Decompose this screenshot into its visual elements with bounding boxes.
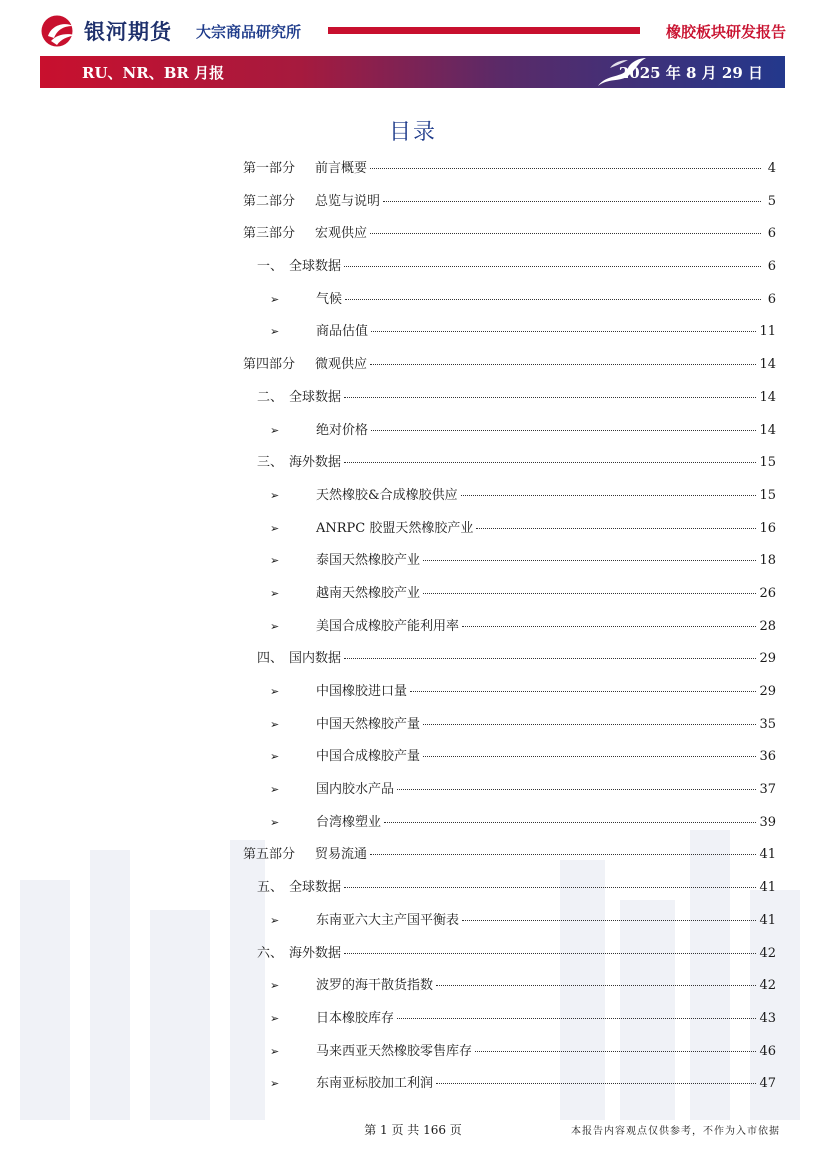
toc-entry-page: 6 (767, 291, 776, 307)
toc-entry-number: 一、 (257, 259, 284, 275)
toc-entry[interactable] (243, 386, 776, 419)
dot-leader (423, 560, 756, 561)
toc-entry-page: 35 (759, 716, 776, 732)
dot-leader (370, 233, 761, 234)
dot-leader (383, 201, 761, 202)
toc-entry-page: 46 (759, 1043, 776, 1059)
toc-entry-label: 全球数据 (289, 259, 342, 275)
dot-leader (370, 168, 761, 169)
toc-entry-label: 海外数据 (289, 455, 342, 471)
toc-entry-label: 全球数据 (289, 880, 342, 896)
institute-name: 大宗商品研究所 (196, 23, 302, 41)
bullet-arrow-icon: ➢ (270, 815, 280, 829)
dot-leader (423, 756, 756, 757)
toc-entry[interactable] (243, 974, 776, 1007)
toc-entry-label: 越南天然橡胶产业 (316, 585, 421, 601)
dot-leader (344, 266, 761, 267)
toc-entry-label: 宏观供应 (315, 226, 368, 242)
toc-entry-label: 贸易流通 (315, 847, 368, 863)
dot-leader (423, 593, 756, 594)
toc-entry[interactable] (243, 647, 776, 680)
dot-leader (344, 462, 756, 463)
bullet-arrow-icon: ➢ (270, 1044, 280, 1058)
toc-entry-page: 42 (759, 978, 776, 994)
dot-leader (461, 495, 757, 496)
toc-entry[interactable] (243, 353, 776, 386)
toc-entry[interactable] (243, 811, 776, 844)
dot-leader (476, 528, 756, 529)
toc-entry-page: 41 (759, 912, 776, 928)
toc-entry-number: 第二部分 (243, 193, 296, 209)
toc-entry[interactable] (243, 843, 776, 876)
bullet-arrow-icon: ➢ (270, 619, 280, 633)
dot-leader (436, 985, 756, 986)
bullet-arrow-icon: ➢ (270, 586, 280, 600)
toc-entry-page: 6 (767, 259, 776, 275)
toc-entry-label: 总览与说明 (315, 193, 381, 209)
toc-entry-page: 29 (759, 684, 776, 699)
dot-leader (397, 1018, 756, 1019)
toc-entry-label: 绝对价格 (316, 422, 369, 438)
bullet-arrow-icon: ➢ (270, 717, 280, 731)
table-of-contents (243, 157, 776, 1105)
toc-entry-label: 泰国天然橡胶产业 (316, 553, 421, 569)
dot-leader (462, 626, 756, 627)
dot-leader (370, 854, 756, 855)
dot-leader (423, 724, 756, 725)
toc-entry-page: 14 (759, 422, 776, 438)
toc-entry[interactable] (243, 745, 776, 778)
toc-entry-page: 41 (759, 880, 776, 896)
disclaimer: 本报告内容观点仅供参考，不作为入市依据 (571, 1126, 780, 1137)
toc-entry-number: 第五部分 (243, 847, 296, 863)
toc-entry[interactable] (243, 419, 776, 452)
dot-leader (397, 789, 756, 790)
toc-entry-page: 28 (759, 618, 776, 634)
toc-entry-number: 四、 (257, 651, 284, 667)
bullet-arrow-icon: ➢ (270, 685, 280, 698)
dot-leader (371, 331, 756, 332)
toc-entry[interactable] (243, 255, 776, 288)
toc-entry-number: 第四部分 (243, 357, 296, 373)
toc-entry-label: 商品估值 (316, 324, 369, 340)
toc-entry-number: 第三部分 (243, 226, 296, 242)
company-name: 银河期货 (84, 20, 172, 44)
toc-entry-number: 三、 (257, 455, 284, 471)
toc-entry-page: 15 (759, 487, 776, 503)
toc-entry-page: 47 (759, 1076, 776, 1092)
toc-entry-label: 国内数据 (289, 651, 342, 667)
toc-entry[interactable] (243, 876, 776, 909)
dot-leader (344, 953, 756, 954)
toc-entry[interactable] (243, 517, 776, 550)
toc-entry-page: 5 (767, 193, 776, 209)
toc-entry-page: 36 (759, 749, 776, 765)
toc-entry-label: 东南亚标胶加工利润 (316, 1076, 434, 1092)
header-divider (328, 27, 640, 34)
toc-entry-label: 微观供应 (315, 357, 368, 373)
toc-entry-label: 美国合成橡胶产能利用率 (316, 618, 460, 634)
dot-leader (371, 430, 756, 431)
toc-entry-page: 14 (759, 357, 776, 373)
toc-entry-label: 马来西亚天然橡胶零售库存 (316, 1043, 473, 1059)
toc-entry-page: 15 (759, 455, 776, 471)
toc-entry-page: 41 (759, 847, 776, 863)
toc-entry-label: 天然橡胶&合成橡胶供应 (316, 487, 458, 503)
dot-leader (344, 658, 756, 659)
toc-entry-number: 六、 (257, 945, 284, 961)
toc-entry-label: 中国橡胶进口量 (316, 684, 408, 699)
toc-entry-label: 日本橡胶库存 (316, 1010, 395, 1026)
toc-entry-label: 波罗的海干散货指数 (316, 978, 434, 994)
toc-entry-page: 37 (759, 782, 776, 798)
bullet-arrow-icon: ➢ (270, 913, 280, 927)
bullet-arrow-icon: ➢ (270, 488, 280, 502)
bullet-arrow-icon: ➢ (270, 1077, 280, 1091)
bullet-arrow-icon: ➢ (270, 750, 280, 764)
toc-entry-label: 东南亚六大主产国平衡表 (316, 912, 460, 928)
bullet-arrow-icon: ➢ (270, 979, 280, 993)
toc-entry[interactable] (243, 451, 776, 484)
report-type: 橡胶板块研发报告 (665, 23, 786, 41)
toc-entry-label: 全球数据 (289, 389, 342, 405)
bullet-arrow-icon: ➢ (270, 325, 280, 339)
toc-entry[interactable] (243, 190, 776, 223)
toc-entry-number: 第一部分 (243, 161, 296, 176)
dot-leader (462, 920, 756, 921)
bullet-arrow-icon: ➢ (270, 554, 280, 568)
toc-entry-page: 42 (759, 945, 776, 961)
toc-entry[interactable] (243, 1072, 776, 1105)
toc-entry-label: ANRPC 胶盟天然橡胶产业 (316, 520, 474, 536)
toc-entry[interactable] (243, 222, 776, 255)
toc-entry[interactable] (243, 615, 776, 648)
company-logo-icon (40, 14, 78, 48)
toc-entry[interactable] (243, 549, 776, 582)
toc-title: 目录 (388, 120, 437, 145)
toc-entry[interactable] (243, 288, 776, 321)
dot-leader (410, 691, 756, 692)
bullet-arrow-icon: ➢ (270, 783, 280, 797)
dot-leader (384, 822, 756, 823)
page-number: 第 1 页 共 166 页 (364, 1123, 462, 1137)
toc-entry-label: 台湾橡塑业 (316, 814, 382, 830)
toc-entry-label: 中国合成橡胶产量 (316, 749, 421, 765)
dot-leader (344, 397, 756, 398)
dot-leader (475, 1051, 756, 1052)
dot-leader (436, 1083, 756, 1084)
bullet-arrow-icon: ➢ (270, 521, 280, 535)
toc-entry-page: 16 (759, 520, 776, 536)
toc-entry-page: 6 (767, 226, 776, 242)
toc-entry[interactable] (243, 909, 776, 942)
bullet-arrow-icon: ➢ (270, 292, 280, 306)
toc-entry-page: 18 (759, 553, 776, 569)
report-banner (40, 56, 785, 88)
toc-entry-page: 11 (759, 324, 776, 340)
toc-entry[interactable] (243, 942, 776, 975)
bullet-arrow-icon: ➢ (270, 1011, 280, 1025)
toc-entry[interactable] (243, 713, 776, 746)
toc-entry[interactable] (243, 778, 776, 811)
toc-entry[interactable] (243, 157, 776, 190)
toc-entry[interactable] (243, 1040, 776, 1073)
report-date: 2025 年 8 月 29 日 (618, 64, 763, 82)
dot-leader (370, 364, 756, 365)
toc-entry-label: 前言概要 (315, 161, 368, 176)
dot-leader (345, 299, 761, 300)
toc-entry-page: 29 (759, 651, 776, 667)
toc-entry[interactable] (243, 582, 776, 615)
banner-title: RU、NR、BR 月报 (82, 64, 225, 82)
toc-entry-page: 43 (759, 1010, 776, 1026)
toc-entry-page: 14 (759, 389, 776, 405)
toc-entry[interactable] (243, 320, 776, 353)
toc-entry-label: 中国天然橡胶产量 (316, 716, 421, 732)
toc-entry[interactable] (243, 484, 776, 517)
toc-entry-page: 26 (759, 585, 776, 601)
bullet-arrow-icon: ➢ (270, 423, 280, 437)
toc-entry-label: 海外数据 (289, 945, 342, 961)
toc-entry-label: 气候 (316, 291, 343, 307)
toc-entry[interactable] (243, 680, 776, 713)
dot-leader (344, 887, 756, 888)
toc-entry-number: 五、 (257, 880, 284, 896)
toc-entry-page: 4 (767, 161, 776, 176)
toc-entry[interactable] (243, 1007, 776, 1040)
toc-entry-page: 39 (759, 814, 776, 830)
toc-entry-label: 国内胶水产品 (316, 782, 395, 798)
toc-entry-number: 二、 (257, 389, 284, 405)
